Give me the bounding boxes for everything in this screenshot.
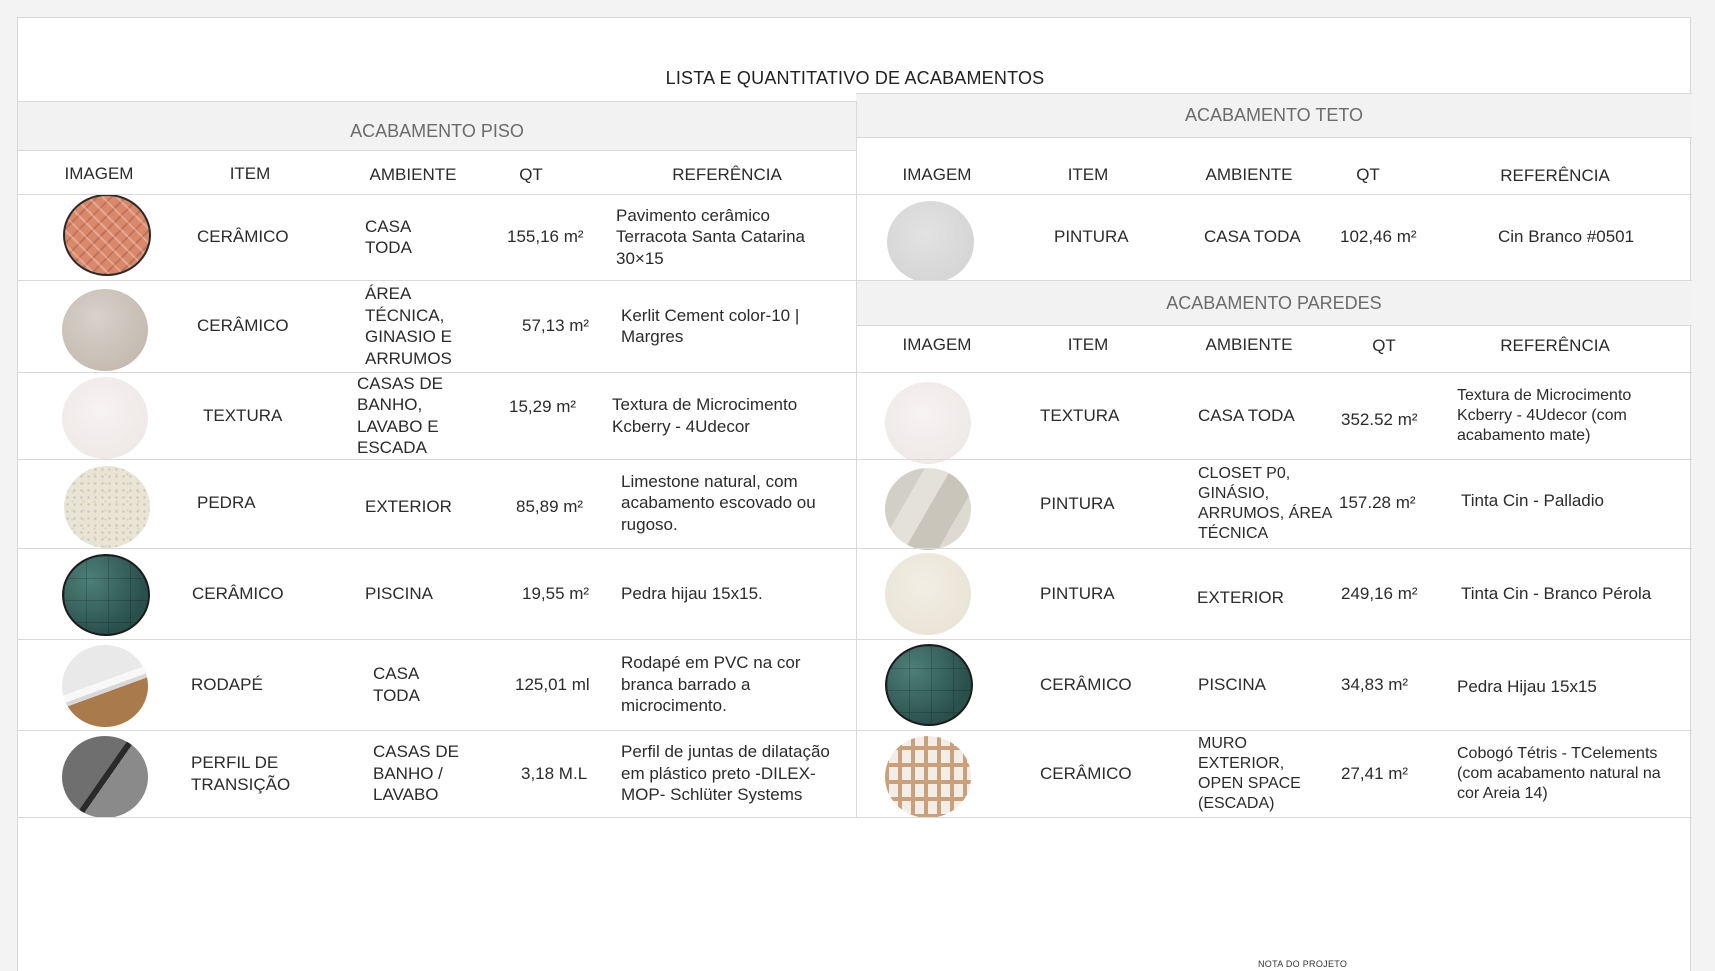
green-stone-swatch [885, 644, 973, 726]
paredes-row1-referencia: Textura de Microcimento Kcberry - 4Udecor (com acabamento mate) [1457, 386, 1632, 444]
microcement-swatch [885, 382, 971, 464]
piso-header-ambiente: AMBIENTE [369, 165, 457, 184]
baseboard-swatch [62, 645, 148, 727]
piso-row5-qt: 19,55 m² [522, 583, 590, 603]
piso-row7-qt: 3,18 M.L [521, 763, 588, 783]
paredes-row3-qt: 249,16 m² [1341, 583, 1418, 603]
piso-row1-item: CERÂMICO [197, 227, 289, 247]
piso-row2-referencia: Kerlit Cement color-10 | Margres [621, 305, 800, 346]
grid-line [18, 730, 1692, 731]
paredes-row2-referencia: Tinta Cin - Palladio [1461, 491, 1604, 511]
paredes-row5-item: CERÂMICO [1040, 763, 1132, 783]
white-paint-swatch [887, 201, 974, 283]
grid-line [18, 548, 1692, 549]
teto-row1-item: PINTURA [1054, 227, 1129, 247]
piso-row1-referencia: Pavimento cerâmico Terracota Santa Catarina 30×15 [616, 205, 805, 268]
terracotta-tile-swatch [63, 194, 151, 276]
cement-tile-swatch [62, 289, 148, 371]
paredes-row5-ambiente: MURO EXTERIOR, OPEN SPACE (ESCADA) [1198, 734, 1301, 812]
paredes-header-imagem: IMAGEM [902, 335, 972, 354]
piso-row6-item: RODAPÉ [191, 674, 263, 694]
palladio-paint-swatch [885, 468, 971, 550]
grid-line [18, 459, 1692, 460]
paredes-header-referencia: REFERÊNCIA [1500, 336, 1610, 355]
piso-row4-qt: 85,89 m² [516, 497, 584, 517]
green-stone-swatch [62, 554, 150, 636]
piso-row1-ambiente: CASA TODA [365, 216, 412, 257]
paredes-row2-qt: 157.28 m² [1339, 492, 1416, 512]
piso-header-referencia: REFERÊNCIA [672, 165, 782, 184]
paredes-row4-ambiente: PISCINA [1198, 674, 1267, 694]
microcement-swatch [62, 377, 148, 459]
paredes-row2-item: PINTURA [1040, 493, 1115, 513]
cobogo-swatch [885, 736, 971, 818]
paredes-row5-qt: 27,41 m² [1341, 763, 1409, 783]
piso-row1-qt: 155,16 m² [507, 227, 584, 247]
grid-line [18, 194, 1692, 195]
piso-row2-ambiente: ÁREA TÉCNICA, GINASIO E ARRUMOS [365, 284, 452, 368]
piso-row6-referencia: Rodapé em PVC na cor branca barrado a microcimento. [621, 653, 801, 716]
piso-row5-item: CERÂMICO [192, 583, 284, 603]
paredes-row3-ambiente: EXTERIOR [1197, 587, 1284, 607]
piso-row3-item: TEXTURA [203, 405, 283, 425]
grid-line [856, 372, 1692, 373]
piso-header-item: ITEM [229, 164, 271, 183]
paredes-row1-qt: 352.52 m² [1341, 409, 1418, 429]
teto-row1-ambiente: CASA TODA [1204, 227, 1301, 247]
piso-row3-qt: 15,29 m² [509, 397, 577, 417]
footer-note: NOTA DO PROJETO [1258, 959, 1348, 969]
paredes-row2-ambiente: CLOSET P0, GINÁSIO, ARRUMOS, ÁREA TÉCNICA [1198, 464, 1332, 542]
paredes-row1-item: TEXTURA [1040, 405, 1120, 425]
teto-header-ambiente: AMBIENTE [1205, 165, 1293, 184]
paredes-header-item: ITEM [1067, 335, 1109, 354]
paredes-header-ambiente: AMBIENTE [1205, 335, 1293, 354]
piso-row3-referencia: Textura de Microcimento Kcberry - 4Udecor [612, 395, 798, 436]
piso-header-qt: QT [519, 165, 543, 184]
piso-row6-ambiente: CASA TODA [373, 664, 420, 705]
piso-row5-referencia: Pedra hijau 15x15. [621, 583, 763, 603]
section-header-paredes: ACABAMENTO PAREDES [856, 280, 1692, 326]
piso-row2-item: CERÂMICO [197, 316, 289, 336]
grid-line [18, 817, 1692, 818]
teto-header-item: ITEM [1067, 165, 1109, 184]
teto-header-referencia: REFERÊNCIA [1500, 166, 1610, 185]
paredes-row4-referencia: Pedra Hijau 15x15 [1457, 676, 1597, 696]
piso-row4-referencia: Limestone natural, com acabamento escovado ou rugoso. [621, 471, 816, 534]
piso-row5-ambiente: PISCINA [365, 583, 434, 603]
piso-row3-ambiente: CASAS DE BANHO, LAVABO E ESCADA [357, 373, 443, 457]
paredes-row4-qt: 34,83 m² [1341, 674, 1409, 694]
grid-line [18, 372, 856, 373]
piso-row2-qt: 57,13 m² [522, 316, 590, 336]
page-title: LISTA E QUANTITATIVO DE ACABAMENTOS [665, 68, 1045, 88]
grid-line [18, 639, 1692, 640]
transition-profile-swatch [62, 736, 148, 818]
paredes-row3-item: PINTURA [1040, 583, 1115, 603]
teto-row1-qt: 102,46 m² [1340, 227, 1417, 247]
paredes-row4-item: CERÂMICO [1040, 674, 1132, 694]
section-header-teto: ACABAMENTO TETO [856, 93, 1692, 138]
piso-row4-ambiente: EXTERIOR [365, 497, 452, 517]
limestone-swatch [64, 466, 150, 548]
paredes-header-qt: QT [1372, 336, 1396, 355]
paredes-row5-referencia: Cobogó Tétris - TCelements (com acabamento natural na cor Areia 14) [1457, 744, 1661, 802]
teto-row1-referencia: Cin Branco #0501 [1498, 227, 1635, 247]
piso-row6-qt: 125,01 ml [515, 674, 590, 694]
section-header-piso: ACABAMENTO PISO [18, 101, 856, 151]
piso-row7-item: PERFIL DE TRANSIÇÃO [191, 753, 291, 794]
pearl-paint-swatch [885, 553, 971, 635]
piso-row7-ambiente: CASAS DE BANHO / LAVABO [373, 742, 459, 805]
finishes-sheet [17, 17, 1691, 971]
paredes-row3-referencia: Tinta Cin - Branco Pérola [1461, 583, 1652, 603]
grid-line [18, 280, 856, 281]
paredes-row1-ambiente: CASA TODA [1198, 405, 1295, 425]
teto-header-imagem: IMAGEM [902, 165, 972, 184]
teto-header-qt: QT [1356, 165, 1380, 184]
piso-row4-item: PEDRA [197, 493, 256, 513]
piso-header-imagem: IMAGEM [64, 164, 134, 183]
piso-row7-referencia: Perfil de juntas de dilatação em plástico preto -DILEX-MOP- Schlüter Systems [621, 742, 830, 805]
